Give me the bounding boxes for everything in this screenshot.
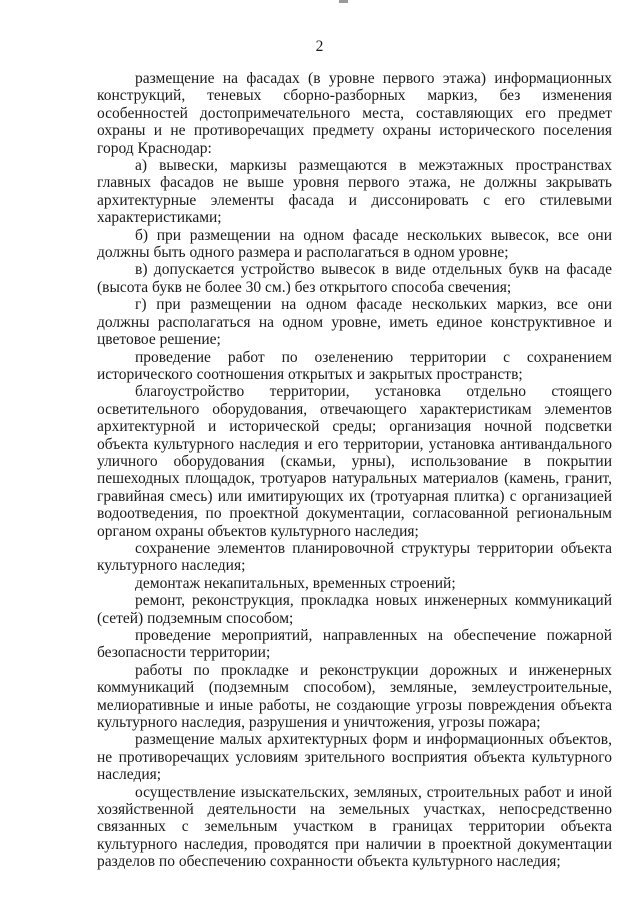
document-body <box>97 70 612 871</box>
paragraph-item-b: б) при размещении на одном фасаде нескольких вывесок, все они должны быть одного размера и располагаться в одном уровне; <box>97 226 612 262</box>
paragraph-landscaping: проведение работ по озеленению территории с сохранением исторического соотношения открытых и закрытых пространств; <box>97 348 612 383</box>
paragraph-planning-structure: сохранение элементов планировочной структуры территории объекта культурного наследия; <box>97 539 612 575</box>
paragraph-survey-works: осуществление изыскательских, земляных, строительных работ и иной хозяйственной деятельности на земельных участках, непосредственно связанных с земельным участком в границах территории объекта культурного наследия, проводятся при наличии в проектной документации разделов по обеспечению сохранности объекта культурного наследия; <box>97 783 612 871</box>
paragraph-signage-placement: размещение на фасадах (в уровне первого этажа) информационных конструкций, теневых сборно-разборных маркиз, без изменения особенностей достопримечательного места, составляющих его предмет охраны и не противоречащих предмету охраны исторического поселения город Краснодар: <box>97 70 612 157</box>
scan-edge-mark <box>339 0 348 3</box>
page-number: 2 <box>315 38 324 55</box>
paragraph-item-a: а) вывески, маркизы размещаются в межэтажных пространствах главных фасадов не выше уровня первого этажа, не должны закрывать архитектурные элементы фасада и диссонировать с его стилевыми характеристиками; <box>97 157 612 227</box>
paragraph-dismantling: демонтаж некапитальных, временных строений; <box>135 574 456 592</box>
paragraph-fire-safety: проведение мероприятий, направленных на обеспечение пожарной безопасности территории; <box>97 627 612 662</box>
paragraph-item-d: г) при размещении на одном фасаде нескольких маркиз, все они должны располагаться на одном уровне, иметь единое конструктивное и цветовое решение; <box>97 296 612 349</box>
paragraph-small-forms: размещение малых архитектурных форм и информационных объектов, не противоречащих условиям зрительного восприятия объекта культурного наследия; <box>97 731 612 784</box>
paragraph-utilities: ремонт, реконструкция, прокладка новых инженерных коммуникаций (сетей) подземным способом; <box>97 592 612 627</box>
paragraph-road-works: работы по прокладке и реконструкции дорожных и инженерных коммуникаций (подземным способом), земляные, землеустроительные, мелиоративные и иные работы, не создающие угрозы повреждения объекта культурного наследия, разрушения и уничтожения, угрозы пожара; <box>97 661 612 732</box>
paragraph-item-c: в) допускается устройство вывесок в виде отдельных букв на фасаде (высота букв не более 30 см.) без открытого способа свечения; <box>97 261 612 296</box>
paragraph-improvement: благоустройство территории, установка отдельно стоящего осветительного оборудования, отвечающего характеристикам элементов архитектурной и исторической среды; организация ночной подсветки объекта культурного наследия и его территории, установка антивандального уличного оборудования (скамьи, урны), использование в покрытии пешеходных площадок, тротуаров натуральных материалов (камень, гранит, гравийная смесь) или имитирующих их (тротуарная плитка) с организацией водоотведения, по проектной документации, согласованной региональным органом охраны объектов культурного наследия; <box>97 383 612 540</box>
